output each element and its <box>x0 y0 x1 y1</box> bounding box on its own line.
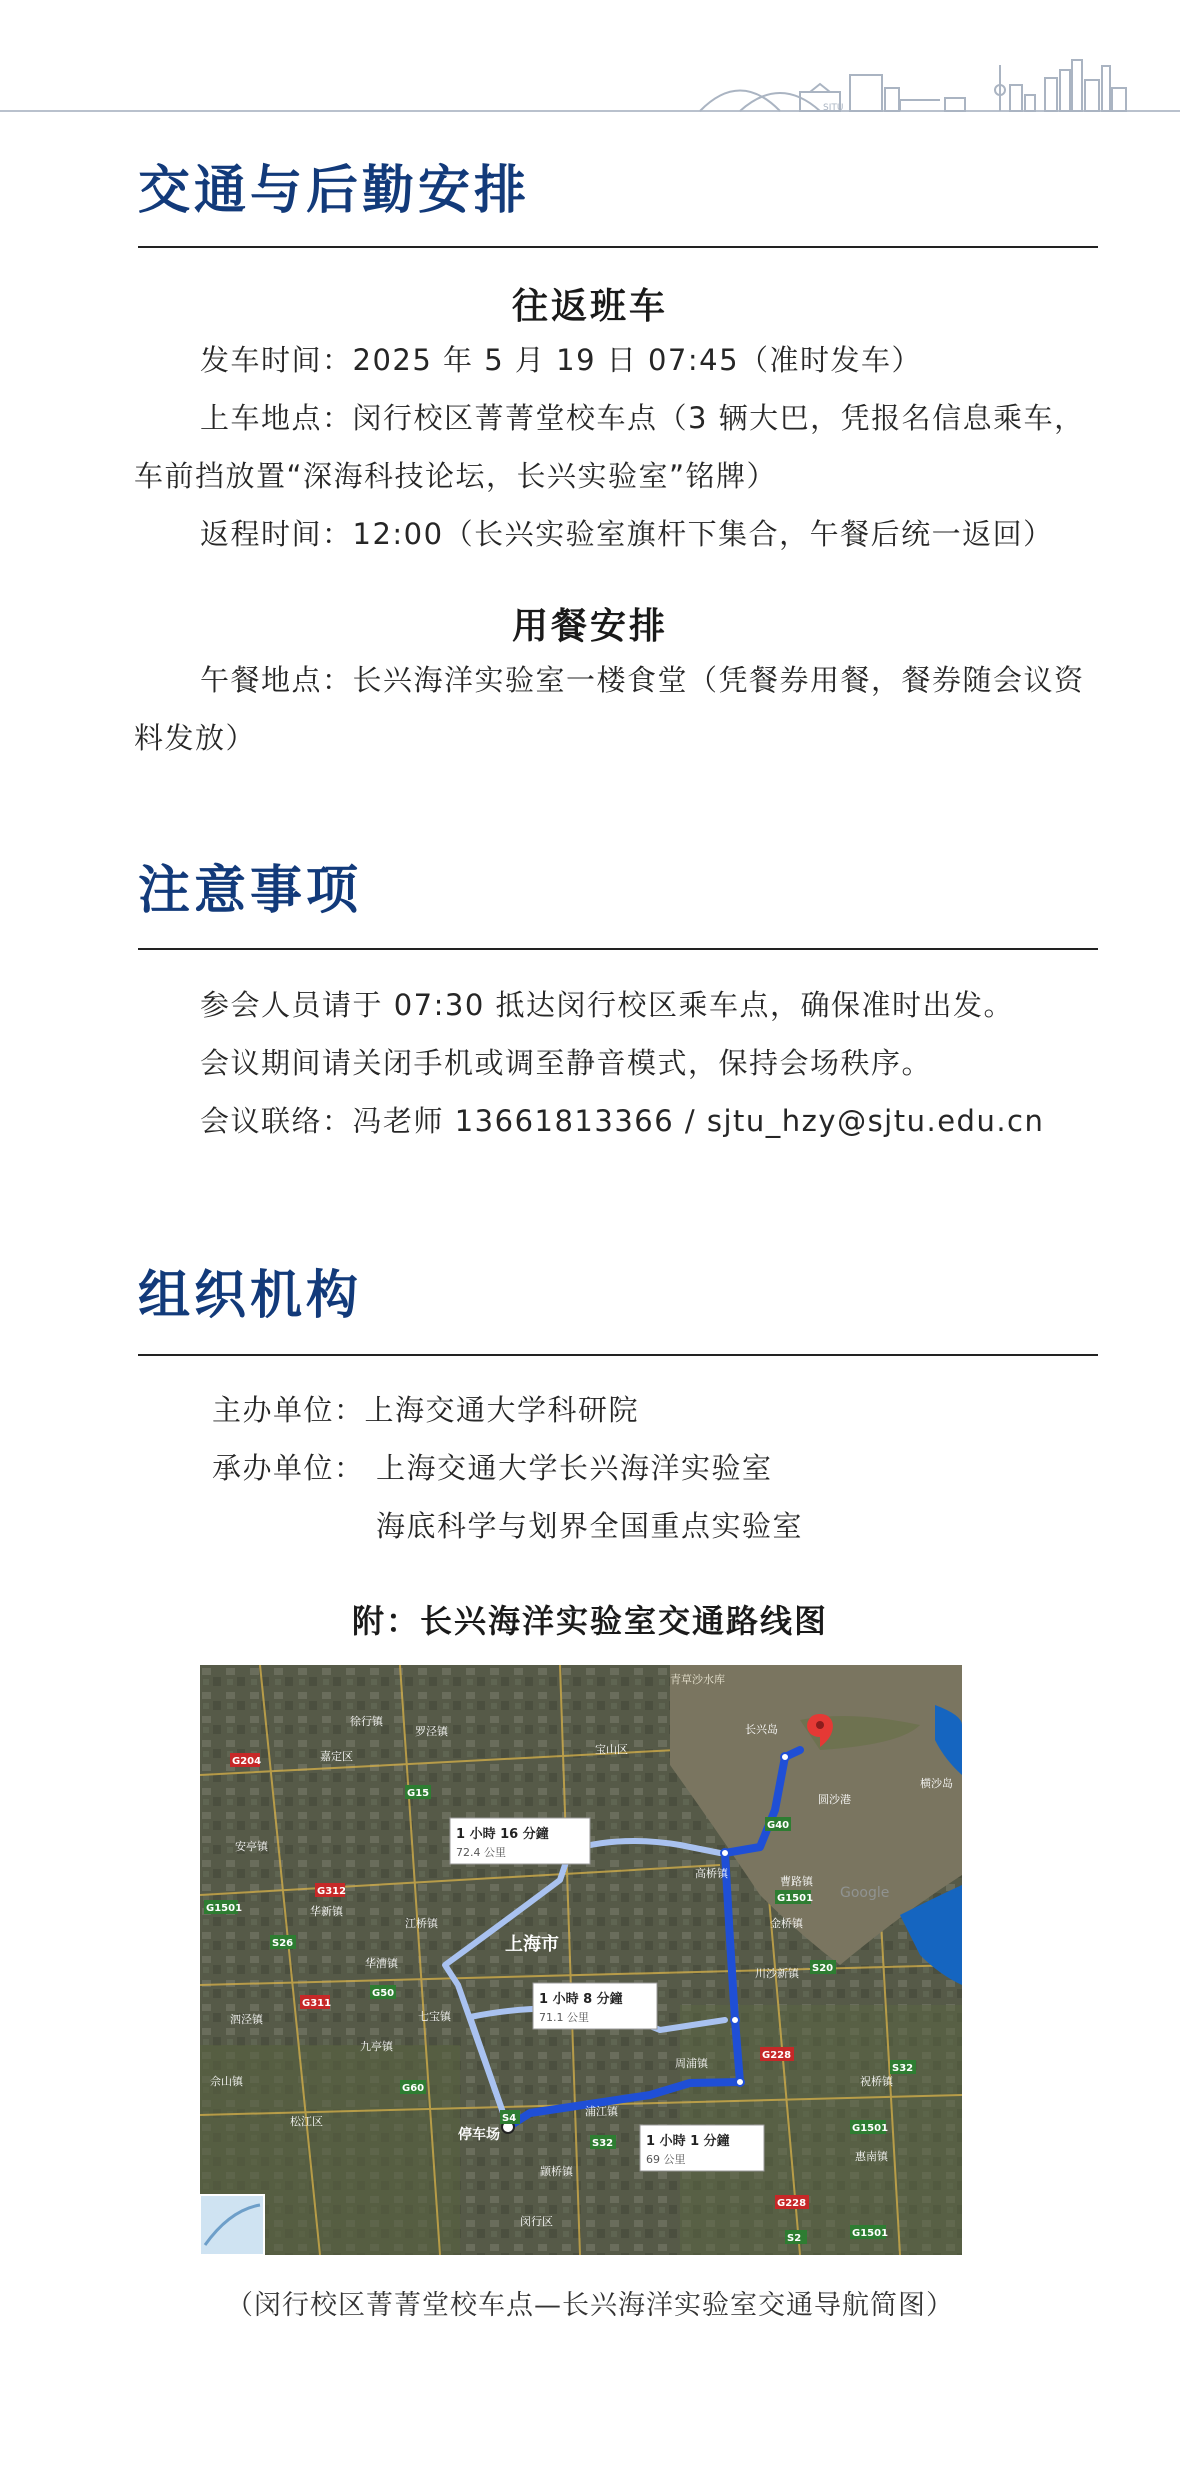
map-label-jiading: 嘉定区 <box>320 1750 353 1763</box>
svg-text:G1501: G1501 <box>852 2228 889 2239</box>
svg-text:S20: S20 <box>812 1963 834 1974</box>
header-skyline-decoration <box>0 0 1180 120</box>
org-organizer-label: 承办单位： <box>212 1451 365 1485</box>
subsection-title-meal: 用餐安排 <box>511 606 668 647</box>
section-divider <box>138 246 1098 248</box>
org-organizer-1: 上海交通大学长兴海洋实验室 <box>376 1451 773 1485</box>
map-label-island: 长兴岛 <box>745 1723 778 1736</box>
map-label-zhuqiao: 祝桥镇 <box>860 2075 893 2088</box>
route-info-box-3 <box>640 2125 764 2171</box>
section-divider <box>138 1354 1098 1356</box>
map-label-zhuanqiao: 颛桥镇 <box>540 2165 573 2178</box>
svg-text:G1501: G1501 <box>777 1893 814 1904</box>
svg-text:G1501: G1501 <box>852 2123 889 2134</box>
svg-text:G50: G50 <box>372 1988 395 1999</box>
minimap-thumbnail <box>200 2195 264 2255</box>
highway-shield <box>890 2060 916 2074</box>
highway-shield <box>315 1883 346 1897</box>
highway-shield <box>230 1753 261 1767</box>
note-item-arrival: 参会人员请于 07:30 抵达闵行校区乘车点，确保准时出发。 <box>200 988 1015 1022</box>
map-label-minhang: 闵行区 <box>520 2215 553 2228</box>
highway-shield <box>810 1960 836 1974</box>
svg-text:S26: S26 <box>272 1938 294 1949</box>
shuttle-return-time: 返程时间：12:00（长兴实验室旗杆下集合，午餐后统一返回） <box>200 517 1054 551</box>
svg-text:71.1 公里: 71.1 公里 <box>539 2011 589 2024</box>
svg-text:S32: S32 <box>892 2063 914 2074</box>
svg-text:G312: G312 <box>317 1886 347 1897</box>
map-label-pujiang: 浦江镇 <box>585 2105 618 2118</box>
map-label-anting: 安亭镇 <box>235 1840 268 1853</box>
highway-shield <box>590 2135 616 2149</box>
start-label: 停车场 <box>458 2127 500 2143</box>
svg-text:S2: S2 <box>787 2233 802 2244</box>
map-label-huaxin: 华新镇 <box>310 1905 343 1918</box>
highway-shield <box>405 1785 431 1799</box>
section-title-notes: 注意事项 <box>138 861 363 921</box>
svg-text:S4: S4 <box>502 2113 517 2124</box>
shuttle-boarding-location: 上车地点：闵行校区菁菁堂校车点（3 辆大巴，凭报名信息乘车，车前挡放置“深海科技论坛，长兴实验室”铭牌） <box>134 401 1085 493</box>
note-item-contact: 会议联络：冯老师 13661813366 / sjtu_hzy@sjtu.edu.cn <box>200 1104 1045 1138</box>
route-info-box-2 <box>533 1983 657 2029</box>
svg-text:G204: G204 <box>232 1756 262 1767</box>
highway-shield <box>400 2080 426 2094</box>
map-label-jinqiao: 金桥镇 <box>770 1917 803 1930</box>
highway-shield <box>775 2195 809 2209</box>
map-label-huinan: 惠南镇 <box>855 2150 888 2163</box>
highway-shield <box>775 1890 813 1904</box>
svg-text:G60: G60 <box>402 2083 425 2094</box>
highway-shield <box>300 1995 331 2009</box>
shuttle-depart-time: 发车时间：2025 年 5 月 19 日 07:45（准时发车） <box>200 343 923 377</box>
svg-text:G228: G228 <box>762 2050 792 2061</box>
map-label-hengsha: 横沙岛 <box>920 1777 953 1790</box>
meal-lunch-location: 午餐地点：长兴海洋实验室一楼食堂（凭餐券用餐，餐券随会议资料发放） <box>134 663 1085 755</box>
svg-text:1 小時 8 分鐘: 1 小時 8 分鐘 <box>539 1992 623 2007</box>
highway-shield <box>850 2225 888 2239</box>
subsection-title-shuttle: 往返班车 <box>511 286 668 327</box>
org-host: 主办单位：上海交通大学科研院 <box>212 1393 640 1427</box>
highway-shield <box>850 2120 888 2134</box>
map-label-sijing: 泗泾镇 <box>230 2013 263 2026</box>
svg-text:G40: G40 <box>767 1820 790 1831</box>
map-label-zhoupu: 周浦镇 <box>675 2057 708 2070</box>
svg-text:69 公里: 69 公里 <box>646 2153 686 2166</box>
map-label-songjiang: 松江区 <box>290 2115 323 2128</box>
org-organizer-2: 海底科学与划界全国重点实验室 <box>376 1509 804 1543</box>
highway-shield <box>785 2230 807 2244</box>
highway-shield <box>500 2110 520 2124</box>
svg-text:G1501: G1501 <box>206 1903 243 1914</box>
route-info-box-1 <box>450 1818 590 1864</box>
svg-text:G15: G15 <box>407 1788 430 1799</box>
map-label-xuhang: 徐行镇 <box>350 1715 383 1728</box>
section-title-organization: 组织机构 <box>138 1266 363 1326</box>
svg-text:1 小時 16 分鐘: 1 小時 16 分鐘 <box>456 1827 549 1842</box>
svg-text:G311: G311 <box>302 1998 332 2009</box>
map-label-luojing: 罗泾镇 <box>415 1725 448 1738</box>
note-item-silence: 会议期间请关闭手机或调至静音模式，保持会场秩序。 <box>200 1046 933 1080</box>
map-title: 附：长兴海洋实验室交通路线图 <box>351 1602 828 1640</box>
map-label-huacao: 华漕镇 <box>365 1957 398 1970</box>
svg-text:SJTU: SJTU <box>823 103 844 113</box>
map-caption: （闵行校区菁菁堂校车点—长兴海洋实验室交通导航简图） <box>226 2290 954 2321</box>
section-divider <box>138 948 1098 950</box>
highway-shield <box>204 1900 242 1914</box>
map-watermark: Google <box>840 1885 890 1901</box>
map-label-gaoqiao: 高桥镇 <box>695 1867 728 1880</box>
route-map <box>200 1665 962 2255</box>
highway-shield <box>370 1985 396 1999</box>
svg-text:1 小時 1 分鐘: 1 小時 1 分鐘 <box>646 2134 730 2149</box>
map-label-baoshan: 宝山区 <box>595 1743 628 1756</box>
map-label-jiangqiao: 江桥镇 <box>405 1917 438 1930</box>
highway-shield <box>765 1817 791 1831</box>
map-label-city: 上海市 <box>505 1934 559 1955</box>
highway-shield <box>760 2047 794 2061</box>
map-label-caolu: 曹路镇 <box>780 1875 813 1888</box>
map-label-qibao: 七宝镇 <box>418 2010 451 2023</box>
highway-shield <box>270 1935 296 1949</box>
svg-text:S32: S32 <box>592 2138 614 2149</box>
map-label-river: 青草沙水库 <box>670 1673 725 1686</box>
map-label-yuanshagang: 圆沙港 <box>818 1793 851 1806</box>
section-title-transport: 交通与后勤安排 <box>138 161 531 221</box>
map-label-jiuting: 九亭镇 <box>360 2040 393 2053</box>
map-label-chuansha: 川沙新镇 <box>755 1967 799 1980</box>
svg-text:G228: G228 <box>777 2198 807 2209</box>
map-label-sheshan: 佘山镇 <box>210 2075 243 2088</box>
svg-text:72.4 公里: 72.4 公里 <box>456 1846 506 1859</box>
